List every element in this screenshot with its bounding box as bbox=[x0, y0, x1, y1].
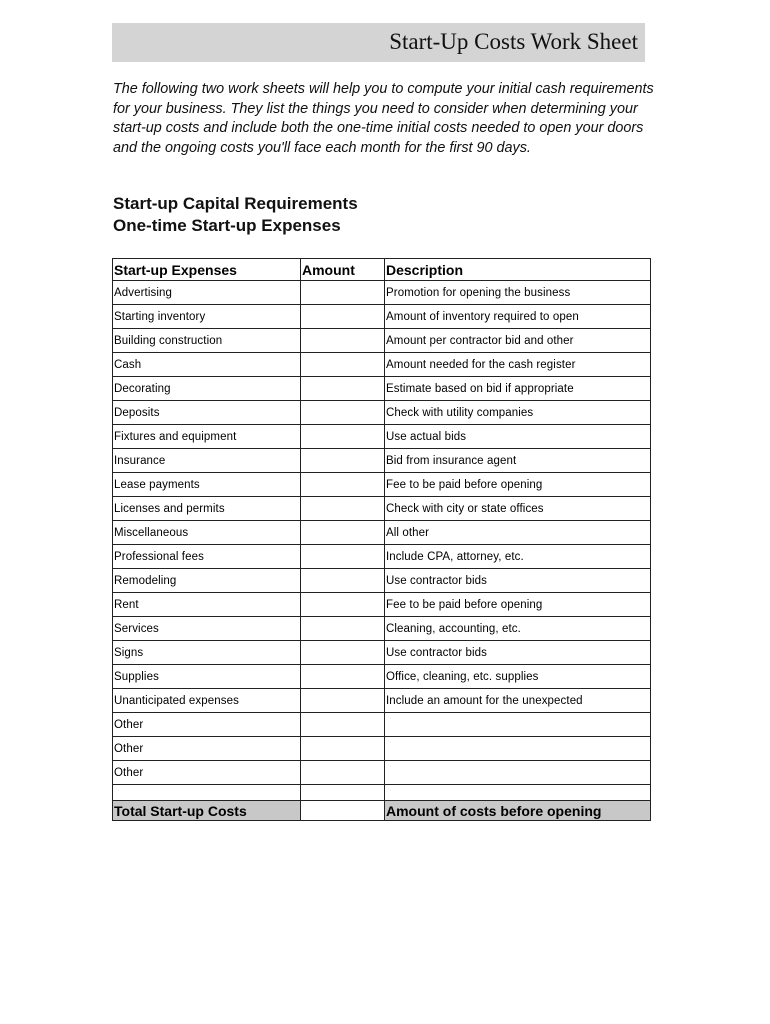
amount-cell[interactable] bbox=[301, 593, 385, 617]
expense-cell: Cash bbox=[113, 353, 301, 377]
table-row bbox=[113, 377, 651, 401]
amount-cell[interactable] bbox=[301, 281, 385, 305]
expense-cell: Signs bbox=[113, 641, 301, 665]
intro-paragraph: The following two work sheets will help you to compute your initial cash requirements for your business. They list the things you need to consider when determining your start-up costs and include both the one-time initial costs needed to open your doors and the ongoing costs you'll face each month for the first 90 days. bbox=[113, 81, 654, 156]
expense-cell: Unanticipated expenses bbox=[113, 689, 301, 713]
description-cell: Include an amount for the unexpected bbox=[385, 689, 651, 713]
description-cell: Amount per contractor bid and other bbox=[385, 329, 651, 353]
amount-cell[interactable] bbox=[301, 737, 385, 761]
table-row bbox=[113, 689, 651, 713]
table-row bbox=[113, 449, 651, 473]
expense-cell: Other bbox=[113, 737, 301, 761]
expense-cell: Remodeling bbox=[113, 569, 301, 593]
expense-cell: Insurance bbox=[113, 449, 301, 473]
section-heading-capital: Start-up Capital Requirements bbox=[113, 194, 358, 213]
amount-cell[interactable] bbox=[301, 545, 385, 569]
description-cell: Use actual bids bbox=[385, 425, 651, 449]
amount-cell[interactable] bbox=[301, 665, 385, 689]
description-cell: Check with city or state offices bbox=[385, 497, 651, 521]
startup-expenses-table bbox=[112, 258, 651, 821]
description-cell: Include CPA, attorney, etc. bbox=[385, 545, 651, 569]
description-cell: Cleaning, accounting, etc. bbox=[385, 617, 651, 641]
description-cell: Bid from insurance agent bbox=[385, 449, 651, 473]
table-row bbox=[113, 641, 651, 665]
expense-cell: Miscellaneous bbox=[113, 521, 301, 545]
expense-cell: Professional fees bbox=[113, 545, 301, 569]
description-cell bbox=[385, 761, 651, 785]
table-row bbox=[113, 593, 651, 617]
expense-cell: Advertising bbox=[113, 281, 301, 305]
description-cell: Amount needed for the cash register bbox=[385, 353, 651, 377]
expense-cell: Other bbox=[113, 713, 301, 737]
amount-cell[interactable] bbox=[301, 713, 385, 737]
amount-cell[interactable] bbox=[301, 617, 385, 641]
expense-cell: Lease payments bbox=[113, 473, 301, 497]
expense-cell: Starting inventory bbox=[113, 305, 301, 329]
amount-cell[interactable] bbox=[301, 497, 385, 521]
description-cell bbox=[385, 713, 651, 737]
description-cell: Office, cleaning, etc. supplies bbox=[385, 665, 651, 689]
description-cell: Use contractor bids bbox=[385, 641, 651, 665]
total-amount-cell[interactable] bbox=[301, 801, 385, 821]
amount-cell[interactable] bbox=[301, 761, 385, 785]
spacer-row bbox=[113, 785, 651, 801]
description-cell: Fee to be paid before opening bbox=[385, 473, 651, 497]
section-heading-onetime: One-time Start-up Expenses bbox=[113, 216, 341, 235]
expense-cell: Decorating bbox=[113, 377, 301, 401]
amount-cell[interactable] bbox=[301, 473, 385, 497]
page-title: Start-Up Costs Work Sheet bbox=[389, 29, 638, 54]
amount-cell[interactable] bbox=[301, 305, 385, 329]
amount-cell[interactable] bbox=[301, 353, 385, 377]
table-row bbox=[113, 761, 651, 785]
amount-cell[interactable] bbox=[301, 521, 385, 545]
description-cell bbox=[385, 737, 651, 761]
total-label: Total Start-up Costs bbox=[113, 801, 301, 821]
table-row bbox=[113, 545, 651, 569]
amount-cell[interactable] bbox=[301, 449, 385, 473]
table-row bbox=[113, 281, 651, 305]
amount-cell[interactable] bbox=[301, 641, 385, 665]
description-cell: Promotion for opening the business bbox=[385, 281, 651, 305]
table-row bbox=[113, 737, 651, 761]
table-header-row bbox=[113, 259, 651, 281]
amount-cell[interactable] bbox=[301, 569, 385, 593]
table-row bbox=[113, 329, 651, 353]
expense-cell: Building construction bbox=[113, 329, 301, 353]
expense-cell: Deposits bbox=[113, 401, 301, 425]
table-row bbox=[113, 617, 651, 641]
expense-cell: Fixtures and equipment bbox=[113, 425, 301, 449]
column-header-description: Description bbox=[385, 259, 651, 281]
amount-cell[interactable] bbox=[301, 425, 385, 449]
table-row bbox=[113, 473, 651, 497]
amount-cell[interactable] bbox=[301, 329, 385, 353]
total-row bbox=[113, 801, 651, 821]
description-cell: Check with utility companies bbox=[385, 401, 651, 425]
table-row bbox=[113, 713, 651, 737]
table-row bbox=[113, 305, 651, 329]
expense-cell: Rent bbox=[113, 593, 301, 617]
description-cell: Amount of inventory required to open bbox=[385, 305, 651, 329]
title-bar bbox=[112, 23, 645, 62]
expense-cell: Supplies bbox=[113, 665, 301, 689]
table-row bbox=[113, 425, 651, 449]
expense-cell: Licenses and permits bbox=[113, 497, 301, 521]
amount-cell[interactable] bbox=[301, 401, 385, 425]
column-header-amount: Amount bbox=[301, 259, 385, 281]
total-description: Amount of costs before opening bbox=[385, 801, 651, 821]
table-row bbox=[113, 401, 651, 425]
table-row bbox=[113, 569, 651, 593]
description-cell: Estimate based on bid if appropriate bbox=[385, 377, 651, 401]
column-header-expenses: Start-up Expenses bbox=[113, 259, 301, 281]
table-row bbox=[113, 353, 651, 377]
table-row bbox=[113, 521, 651, 545]
amount-cell[interactable] bbox=[301, 377, 385, 401]
amount-cell[interactable] bbox=[301, 689, 385, 713]
table-row bbox=[113, 665, 651, 689]
expense-cell: Other bbox=[113, 761, 301, 785]
table-row bbox=[113, 497, 651, 521]
expense-cell: Services bbox=[113, 617, 301, 641]
description-cell: Fee to be paid before opening bbox=[385, 593, 651, 617]
description-cell: All other bbox=[385, 521, 651, 545]
description-cell: Use contractor bids bbox=[385, 569, 651, 593]
